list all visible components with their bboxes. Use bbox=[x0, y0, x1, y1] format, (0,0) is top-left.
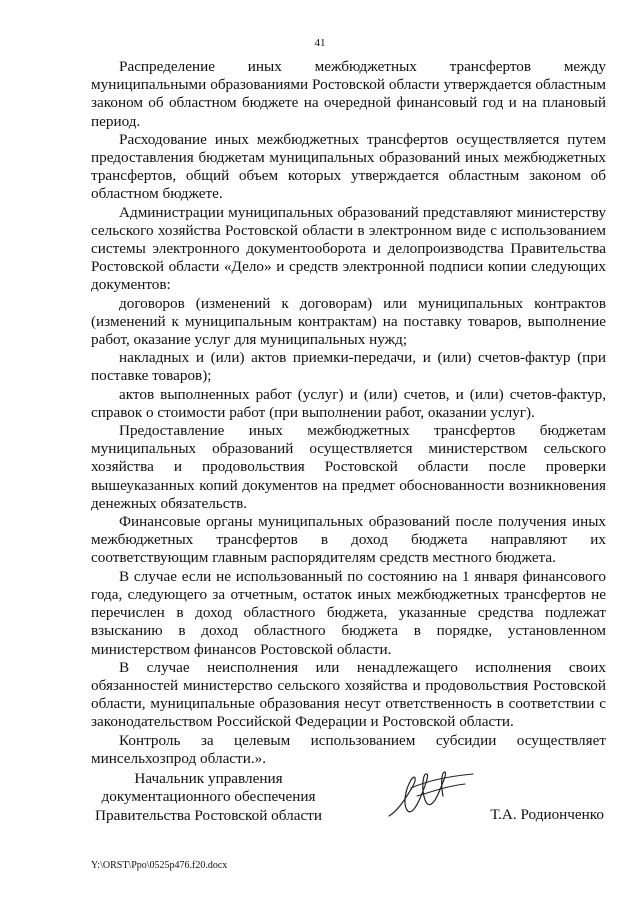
paragraph-expenditure: Расходование иных межбюджетных трансфертов осуществляется путем предоставления бюджетам муниципальных образований иных межбюджетных трансфертов, общий объем которых утверждается областным законом об областном бюджете. bbox=[91, 130, 606, 203]
paragraph-distribution: Распределение иных межбюджетных трансфертов между муниципальными образованиями Ростовской области утверждается областным законом об областном бюджете на очередной финансовый год и на плановый период. bbox=[91, 58, 606, 130]
document-body bbox=[91, 58, 606, 768]
handwritten-signature bbox=[381, 766, 481, 824]
signer-position bbox=[91, 770, 326, 825]
paragraph-responsibility: В случае неисполнения или ненадлежащего исполнения своих обязанностей министерство сельского хозяйства и продовольствия Ростовской области, муниципальные образования несут ответственность в соответствии с законодательством Российской Федерации и Ростовской области. bbox=[91, 658, 606, 731]
signer-position-line: Начальник управления bbox=[134, 770, 283, 787]
paragraph-administrations: Администрации муниципальных образований представляют министерству сельского хозяйства Ростовской области в электронном виде с использованием системы электронного документооборота и делопроизводства Правительства Ростовской области «Дело» и средств электронной подписи копии следующих документов: bbox=[91, 203, 606, 294]
paragraph-control: Контроль за целевым использованием субсидии осуществляет минсельхозпрод области.». bbox=[91, 731, 606, 767]
file-path: Y:\ORST\Ppo\0525p476.f20.docx bbox=[91, 860, 228, 871]
paragraph-acts: актов выполненных работ (услуг) и (или) счетов, и (или) счетов-фактур, справок о стоимости работ (при выполнении работ, оказании услуг). bbox=[91, 385, 606, 421]
signer-name: Т.А. Родионченко bbox=[490, 806, 604, 823]
signature-block bbox=[91, 770, 606, 830]
paragraph-unused-balance: В случае если не использованный по состоянию на 1 января финансового года, следующего за отчетным, остаток иных межбюджетных трансфертов не перечислен в доход областного бюджета, указанные средства подлежат взысканию в доход областного бюджета в порядке, установленном министерством финансов Ростовской области. bbox=[91, 567, 606, 658]
paragraph-provision: Предоставление иных межбюджетных трансфертов бюджетам муниципальных образований осуществляется министерством сельского хозяйства и продовольствия Ростовской области после проверки вышеуказанных копий документов на предмет обоснованности возникновения денежных обязательств. bbox=[91, 422, 606, 512]
signer-position-line: документационного обеспечения bbox=[101, 788, 316, 806]
paragraph-contracts: договоров (изменений к договорам) или муниципальных контрактов (изменений к муниципальным контрактам) на поставку товаров, выполнение работ, оказание услуг для муниципальных нужд; bbox=[91, 294, 606, 349]
page-number: 41 bbox=[314, 37, 326, 49]
signer-position-line: Правительства Ростовской области bbox=[95, 806, 322, 824]
paragraph-invoices: накладных и (или) актов приемки-передачи, и (или) счетов-фактур (при поставке товаров); bbox=[91, 349, 606, 385]
paragraph-finance-bodies: Финансовые органы муниципальных образований после получения иных межбюджетных трансфертов в доход бюджета направляют их соответствующим главным распорядителям средств местного бюджета. bbox=[91, 513, 606, 567]
